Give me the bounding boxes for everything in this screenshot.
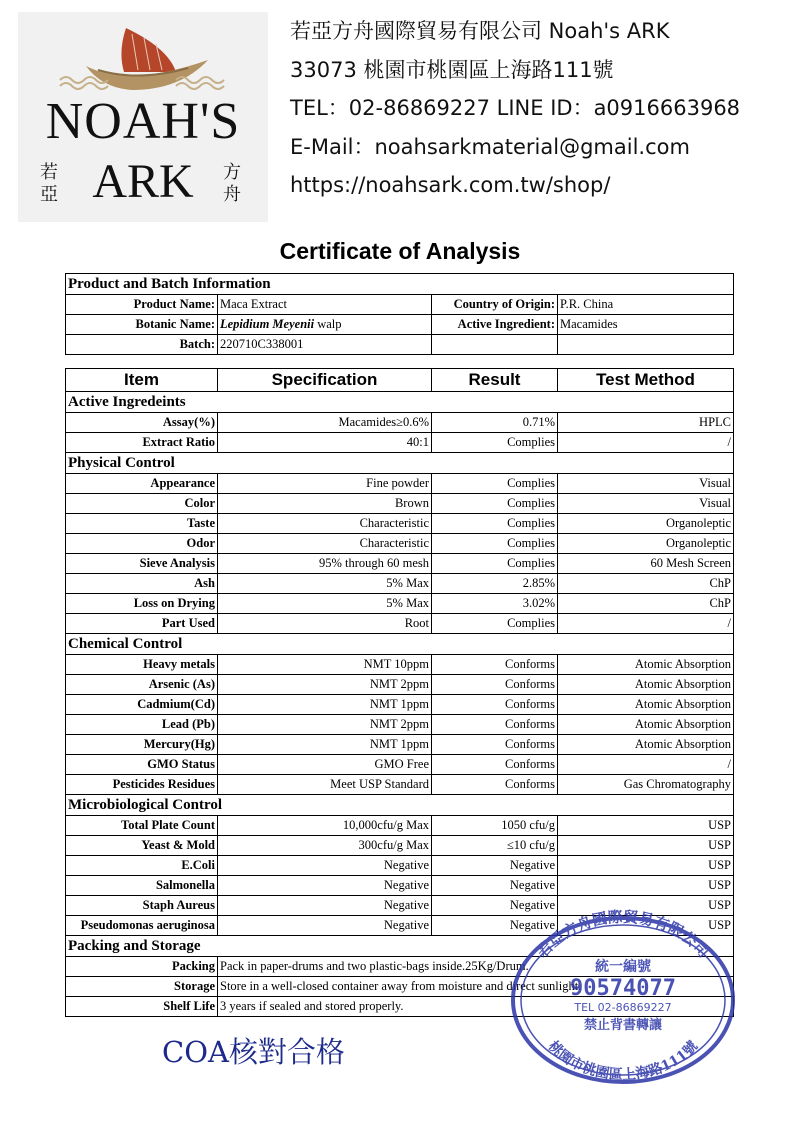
empty-cell	[432, 335, 558, 355]
item-cell: Loss on Drying	[66, 594, 218, 614]
result-cell: ≤10 cfu/g	[432, 836, 558, 856]
result-cell: Conforms	[432, 755, 558, 775]
specification-cell: Characteristic	[218, 534, 432, 554]
stamp-number: 90574077	[570, 976, 676, 1001]
item-cell: Arsenic (As)	[66, 675, 218, 695]
info-section-title: Product and Batch Information	[66, 274, 734, 295]
table-row	[66, 957, 734, 977]
specification-cell: Negative	[218, 916, 432, 936]
empty-cell	[558, 335, 734, 355]
table-row	[66, 896, 734, 916]
waves-icon	[58, 74, 228, 90]
specification-cell: 95% through 60 mesh	[218, 554, 432, 574]
test-method-cell: ChP	[558, 594, 734, 614]
logo-cjk-right: 方舟	[223, 162, 241, 205]
section-title: Active Ingredeints	[66, 392, 734, 413]
company-email[interactable]: E-Mail：noahsarkmaterial@gmail.com	[290, 134, 690, 159]
specification-cell: NMT 1ppm	[218, 735, 432, 755]
test-method-cell: /	[558, 433, 734, 453]
specification-cell: Fine powder	[218, 474, 432, 494]
result-cell: Complies	[432, 614, 558, 634]
item-cell: Taste	[66, 514, 218, 534]
test-method-cell: USP	[558, 836, 734, 856]
column-header: Result	[432, 369, 558, 392]
result-cell: 0.71%	[432, 413, 558, 433]
item-cell: GMO Status	[66, 755, 218, 775]
company-phone: TEL：02-86869227 LINE ID：a0916663968	[290, 96, 741, 120]
result-cell: Conforms	[432, 715, 558, 735]
specification-cell: 10,000cfu/g Max	[218, 816, 432, 836]
specification-cell: Negative	[218, 876, 432, 896]
table-row	[66, 494, 734, 514]
test-method-cell: /	[558, 755, 734, 775]
table-row	[66, 534, 734, 554]
botanic-name-italic: Lepidium Meyenii	[220, 317, 315, 331]
item-cell: Ash	[66, 574, 218, 594]
stamp-address: 桃園市桃園區上海路111號	[544, 1038, 702, 1084]
test-method-cell: /	[558, 614, 734, 634]
table-row	[66, 876, 734, 896]
item-cell: E.Coli	[66, 856, 218, 876]
specification-cell: Macamides≥0.6%	[218, 413, 432, 433]
test-method-cell: USP	[558, 856, 734, 876]
table-row	[66, 594, 734, 614]
item-cell: Pesticides Residues	[66, 775, 218, 795]
table-row	[66, 775, 734, 795]
item-cell: Total Plate Count	[66, 816, 218, 836]
item-cell: Cadmium(Cd)	[66, 695, 218, 715]
result-cell: Conforms	[432, 675, 558, 695]
test-method-cell: Atomic Absorption	[558, 695, 734, 715]
page-title: Certificate of Analysis	[279, 238, 521, 264]
shelf-life-value: 3 years if sealed and stored properly.	[218, 997, 734, 1017]
item-cell: Mercury(Hg)	[66, 735, 218, 755]
company-name: 若亞方舟國際貿易有限公司 Noah's ARK	[290, 19, 670, 43]
result-cell: Conforms	[432, 695, 558, 715]
result-cell: Negative	[432, 896, 558, 916]
table-row	[66, 816, 734, 836]
item-cell: Odor	[66, 534, 218, 554]
stamp-unified-label: 統一編號	[595, 959, 651, 975]
table-row	[66, 997, 734, 1017]
test-method-cell: Visual	[558, 494, 734, 514]
column-header: Test Method	[558, 369, 734, 392]
test-method-cell: HPLC	[558, 413, 734, 433]
result-cell: Complies	[432, 534, 558, 554]
test-method-cell: USP	[558, 916, 734, 936]
result-cell: Complies	[432, 554, 558, 574]
coa-approval-handwriting: COA核對合格	[162, 1035, 345, 1069]
item-cell: Packing	[66, 957, 218, 977]
country-label: Country of Origin:	[432, 295, 558, 315]
result-cell: Complies	[432, 433, 558, 453]
specification-cell: 5% Max	[218, 594, 432, 614]
item-cell: Staph Aureus	[66, 896, 218, 916]
item-cell: Sieve Analysis	[66, 554, 218, 574]
stamp-phone: TEL 02-86869227	[574, 1001, 672, 1014]
item-cell: Heavy metals	[66, 655, 218, 675]
result-cell: Complies	[432, 494, 558, 514]
test-method-cell: Atomic Absorption	[558, 655, 734, 675]
column-header: Item	[66, 369, 218, 392]
logo-cjk-left: 若亞	[40, 162, 58, 205]
item-cell: Salmonella	[66, 876, 218, 896]
table-row	[66, 655, 734, 675]
result-cell: 1050 cfu/g	[432, 816, 558, 836]
specification-cell: Meet USP Standard	[218, 775, 432, 795]
result-cell: 3.02%	[432, 594, 558, 614]
product-name-label: Product Name:	[66, 295, 218, 315]
table-row	[66, 574, 734, 594]
section-title: Packing and Storage	[66, 936, 734, 957]
specification-cell: 300cfu/g Max	[218, 836, 432, 856]
table-row	[66, 413, 734, 433]
product-info-table	[65, 273, 734, 355]
table-row	[66, 695, 734, 715]
table-row	[66, 836, 734, 856]
table-row	[66, 755, 734, 775]
test-method-cell: Atomic Absorption	[558, 675, 734, 695]
result-cell: Complies	[432, 514, 558, 534]
column-header: Specification	[218, 369, 432, 392]
test-method-cell: Organoleptic	[558, 514, 734, 534]
table-row	[66, 474, 734, 494]
section-title: Physical Control	[66, 453, 734, 474]
table-row	[66, 856, 734, 876]
result-cell: Conforms	[432, 655, 558, 675]
specification-cell: NMT 10ppm	[218, 655, 432, 675]
company-logo	[18, 12, 268, 222]
item-cell: Appearance	[66, 474, 218, 494]
test-method-cell: ChP	[558, 574, 734, 594]
analysis-table	[65, 368, 734, 1017]
company-address: 33073 桃園市桃園區上海路111號	[290, 57, 614, 82]
test-method-cell: USP	[558, 896, 734, 916]
item-cell: Color	[66, 494, 218, 514]
stamp-no-endorse: 禁止背書轉讓	[583, 1018, 663, 1033]
table-row	[66, 514, 734, 534]
specification-cell: GMO Free	[218, 755, 432, 775]
table-row	[66, 977, 734, 997]
specification-cell: Negative	[218, 896, 432, 916]
specification-cell: NMT 2ppm	[218, 675, 432, 695]
batch-label: Batch:	[66, 335, 218, 355]
table-header-row	[66, 369, 734, 392]
table-row	[66, 735, 734, 755]
table-row	[66, 614, 734, 634]
section-title: Chemical Control	[66, 634, 734, 655]
logo-ark: ARK	[92, 155, 194, 208]
contact-block	[290, 12, 790, 205]
product-name-value: Maca Extract	[218, 295, 432, 315]
test-method-cell: USP	[558, 876, 734, 896]
section-title: Microbiological Control	[66, 795, 734, 816]
result-cell: Conforms	[432, 735, 558, 755]
storage-value: Store in a well-closed container away from moisture and direct sunlight.	[218, 977, 734, 997]
result-cell: Conforms	[432, 775, 558, 795]
test-method-cell: Gas Chromatography	[558, 775, 734, 795]
test-method-cell: USP	[558, 816, 734, 836]
test-method-cell: Atomic Absorption	[558, 715, 734, 735]
botanic-name-author: walp	[317, 317, 342, 331]
result-cell: Complies	[432, 474, 558, 494]
country-value: P.R. China	[558, 295, 734, 315]
table-row	[66, 433, 734, 453]
result-cell: Negative	[432, 916, 558, 936]
test-method-cell: 60 Mesh Screen	[558, 554, 734, 574]
test-method-cell: Organoleptic	[558, 534, 734, 554]
table-row	[66, 675, 734, 695]
active-ingredient-value: Macamides	[558, 315, 734, 335]
item-cell: Lead (Pb)	[66, 715, 218, 735]
item-cell: Yeast & Mold	[66, 836, 218, 856]
test-method-cell: Atomic Absorption	[558, 735, 734, 755]
table-row	[66, 715, 734, 735]
item-cell: Assay(%)	[66, 413, 218, 433]
item-cell: Storage	[66, 977, 218, 997]
specification-cell: NMT 1ppm	[218, 695, 432, 715]
item-cell: Extract Ratio	[66, 433, 218, 453]
specification-cell: 5% Max	[218, 574, 432, 594]
specification-cell: 40:1	[218, 433, 432, 453]
item-cell: Part Used	[66, 614, 218, 634]
table-row	[66, 554, 734, 574]
active-ingredient-label: Active Ingredient:	[432, 315, 558, 335]
table-row	[66, 916, 734, 936]
result-cell: 2.85%	[432, 574, 558, 594]
specification-cell: Characteristic	[218, 514, 432, 534]
specification-cell: Root	[218, 614, 432, 634]
botanic-name-value	[218, 315, 432, 335]
packing-value: Pack in paper-drums and two plastic-bags inside.25Kg/Drum.	[218, 957, 734, 977]
stamp-arc-text: 若亞方舟國際貿易有限公司	[533, 907, 713, 962]
result-cell: Negative	[432, 876, 558, 896]
item-cell: Shelf Life	[66, 997, 218, 1017]
company-website[interactable]: https://noahsark.com.tw/shop/	[290, 173, 611, 197]
item-cell: Pseudomonas aeruginosa	[66, 916, 218, 936]
letterhead	[0, 0, 800, 230]
specification-cell: Negative	[218, 856, 432, 876]
specification-cell: NMT 2ppm	[218, 715, 432, 735]
batch-value: 220710C338001	[218, 335, 432, 355]
result-cell: Negative	[432, 856, 558, 876]
specification-cell: Brown	[218, 494, 432, 514]
test-method-cell: Visual	[558, 474, 734, 494]
botanic-name-label: Botanic Name:	[66, 315, 218, 335]
logo-brand: NOAH'S	[45, 93, 241, 150]
